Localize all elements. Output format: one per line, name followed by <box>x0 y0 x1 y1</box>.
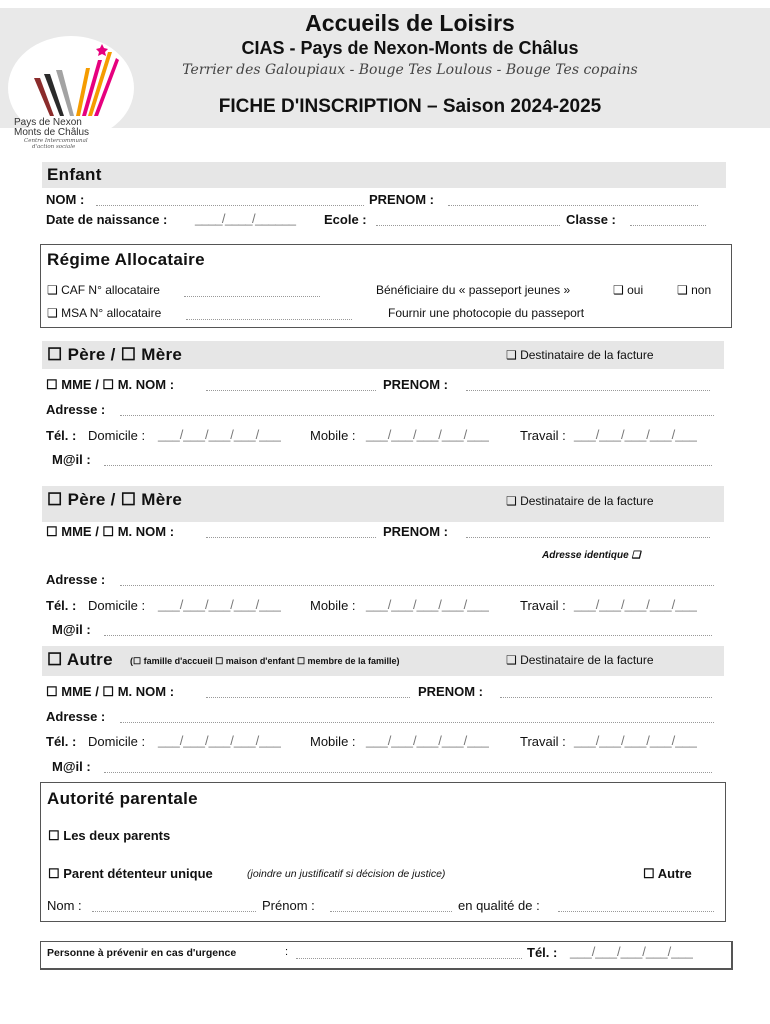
enfant-naissance-field[interactable]: ____/____/______ <box>195 211 296 226</box>
regime-photocopie-note: Fournir une photocopie du passeport <box>388 306 585 320</box>
logo-stripes-icon <box>26 38 126 118</box>
autre-prenom-label: PRENOM : <box>418 684 483 699</box>
regime-msa-field[interactable] <box>186 319 352 320</box>
autre-mail-field[interactable] <box>104 772 712 773</box>
autorite-unique-checkbox[interactable]: ☐ Parent détenteur unique <box>48 866 213 881</box>
parent1-mobile-field[interactable]: ___/___/___/___/___ <box>366 427 489 442</box>
urgence-personne-field[interactable] <box>296 958 522 959</box>
autorite-nom-label: Nom : <box>47 898 82 913</box>
regime-non-checkbox[interactable]: ❑ non <box>677 283 712 297</box>
autre-travail-label: Travail : <box>520 734 566 749</box>
parent1-prenom-label: PRENOM : <box>383 377 448 392</box>
logo-line1: Pays de Nexon <box>14 117 82 128</box>
autorite-title: Autorité parentale <box>47 789 198 808</box>
parent1-adresse-label: Adresse : <box>46 402 106 417</box>
autre-mobile-label: Mobile : <box>310 734 356 749</box>
autre-prenom-field[interactable] <box>500 697 712 698</box>
parent2-travail-field[interactable]: ___/___/___/___/___ <box>574 597 697 612</box>
parent1-domicile-field[interactable]: ___/___/___/___/___ <box>158 427 281 442</box>
autorite-autre-checkbox[interactable]: ☐ Autre <box>643 866 692 881</box>
enfant-prenom-label: PRENOM : <box>369 192 434 207</box>
parent2-mobile-label: Mobile : <box>310 598 356 613</box>
parent2-mail-label: M@il : <box>52 622 91 637</box>
autorite-deux-checkbox[interactable]: ☐ Les deux parents <box>48 828 171 843</box>
parent1-prenom-field[interactable] <box>466 390 710 391</box>
parent2-title: ☐ Père / ☐ Mère <box>47 490 183 509</box>
autre-travail-field[interactable]: ___/___/___/___/___ <box>574 733 697 748</box>
autorite-prenom-field[interactable] <box>330 911 452 912</box>
parent2-nom-field[interactable] <box>206 537 376 538</box>
enfant-title: Enfant <box>47 165 102 184</box>
page-title: Accueils de Loisirs <box>305 10 515 36</box>
urgence-tel-label: Tél. : <box>527 945 558 960</box>
regime-title: Régime Allocataire <box>47 250 205 269</box>
autre-adresse-label: Adresse : <box>46 709 106 724</box>
parent1-travail-field[interactable]: ___/___/___/___/___ <box>574 427 697 442</box>
autorite-nom-field[interactable] <box>92 911 256 912</box>
logo-tag1: Centre Intercommunal <box>24 138 88 144</box>
parent2-tel-label: Tél. : <box>46 598 77 613</box>
parent1-travail-label: Travail : <box>520 428 566 443</box>
regime-msa-checkbox[interactable]: ❑ MSA N° allocataire <box>47 306 162 320</box>
parent1-civ-label[interactable]: ☐ MME / ☐ M. NOM : <box>46 377 175 392</box>
parent2-prenom-field[interactable] <box>466 537 710 538</box>
enfant-nom-field[interactable] <box>96 205 364 206</box>
autre-destinataire-checkbox[interactable]: ❑ Destinataire de la facture <box>506 653 654 667</box>
parent1-destinataire-checkbox[interactable]: ❑ Destinataire de la facture <box>506 348 654 362</box>
regime-oui-checkbox[interactable]: ❑ oui <box>613 283 644 297</box>
enfant-classe-field[interactable] <box>630 225 706 226</box>
parent1-adresse-field[interactable] <box>120 415 714 416</box>
urgence-tel-field[interactable]: ___/___/___/___/___ <box>570 944 693 959</box>
autre-title: ☐ Autre <box>47 650 113 669</box>
autre-domicile-field[interactable]: ___/___/___/___/___ <box>158 733 281 748</box>
autre-options[interactable]: (☐ famille d'accueil ☐ maison d'enfant ☐ membre de la famille) <box>130 656 400 666</box>
logo-tag2: d'action sociale <box>32 144 76 150</box>
parent1-domicile-label: Domicile : <box>88 428 146 443</box>
parent2-civ-label[interactable]: ☐ MME / ☐ M. NOM : <box>46 524 175 539</box>
autre-mail-label: M@il : <box>52 759 91 774</box>
parent1-mobile-label: Mobile : <box>310 428 356 443</box>
parent2-adresse-label: Adresse : <box>46 572 106 587</box>
parent2-mobile-field[interactable]: ___/___/___/___/___ <box>366 597 489 612</box>
parent1-nom-field[interactable] <box>206 390 376 391</box>
regime-caf-field[interactable] <box>184 296 320 297</box>
fiche-title: FICHE D'INSCRIPTION – Saison 2024-2025 <box>218 96 602 117</box>
parent1-mail-field[interactable] <box>104 465 712 466</box>
cias-logo <box>4 30 134 150</box>
parent2-mail-field[interactable] <box>104 635 712 636</box>
autre-tel-label: Tél. : <box>46 734 77 749</box>
enfant-ecole-field[interactable] <box>376 225 560 226</box>
enfant-naissance-label: Date de naissance : <box>46 212 168 227</box>
parent2-domicile-label: Domicile : <box>88 598 146 613</box>
enfant-ecole-label: Ecole : <box>324 212 367 227</box>
autre-civ-label[interactable]: ☐ MME / ☐ M. NOM : <box>46 684 175 699</box>
autorite-prenom-label: Prénom : <box>262 898 315 913</box>
autre-nom-field[interactable] <box>206 697 410 698</box>
autre-mobile-field[interactable]: ___/___/___/___/___ <box>366 733 489 748</box>
parent1-title: ☐ Père / ☐ Mère <box>47 345 183 364</box>
parent2-prenom-label: PRENOM : <box>383 524 448 539</box>
autorite-qualite-field[interactable] <box>558 911 714 912</box>
parent2-domicile-field[interactable]: ___/___/___/___/___ <box>158 597 281 612</box>
parent2-adresse-field[interactable] <box>120 585 714 586</box>
parent2-destinataire-checkbox[interactable]: ❑ Destinataire de la facture <box>506 494 654 508</box>
regime-caf-checkbox[interactable]: ❑ CAF N° allocataire <box>47 283 160 297</box>
autre-adresse-field[interactable] <box>120 722 714 723</box>
logo-line2: Monts de Châlus <box>14 127 90 138</box>
parent2-adresse-identique-checkbox[interactable]: Adresse identique ❑ <box>542 550 641 561</box>
enfant-nom-label: NOM : <box>46 192 85 207</box>
urgence-label: Personne à prévenir en cas d'urgence <box>47 947 237 959</box>
autre-domicile-label: Domicile : <box>88 734 146 749</box>
autorite-unique-note: (joindre un justificatif si décision de justice) <box>247 868 446 880</box>
parent1-tel-label: Tél. : <box>46 428 77 443</box>
parent1-mail-label: M@il : <box>52 452 91 467</box>
autorite-qualite-label: en qualité de : <box>458 898 540 913</box>
page-subtitle: CIAS - Pays de Nexon-Monts de Châlus <box>241 38 579 58</box>
enfant-classe-label: Classe : <box>566 212 616 227</box>
enfant-prenom-field[interactable] <box>448 205 698 206</box>
parent2-travail-label: Travail : <box>520 598 566 613</box>
urgence-colon: : <box>285 946 289 958</box>
regime-passeport-label: Bénéficiaire du « passeport jeunes » <box>376 283 571 297</box>
page-tagline: Terrier des Galoupiaux - Bouge Tes Loulous - Bouge Tes copains <box>182 62 638 78</box>
enfant-section-bar <box>42 162 726 188</box>
